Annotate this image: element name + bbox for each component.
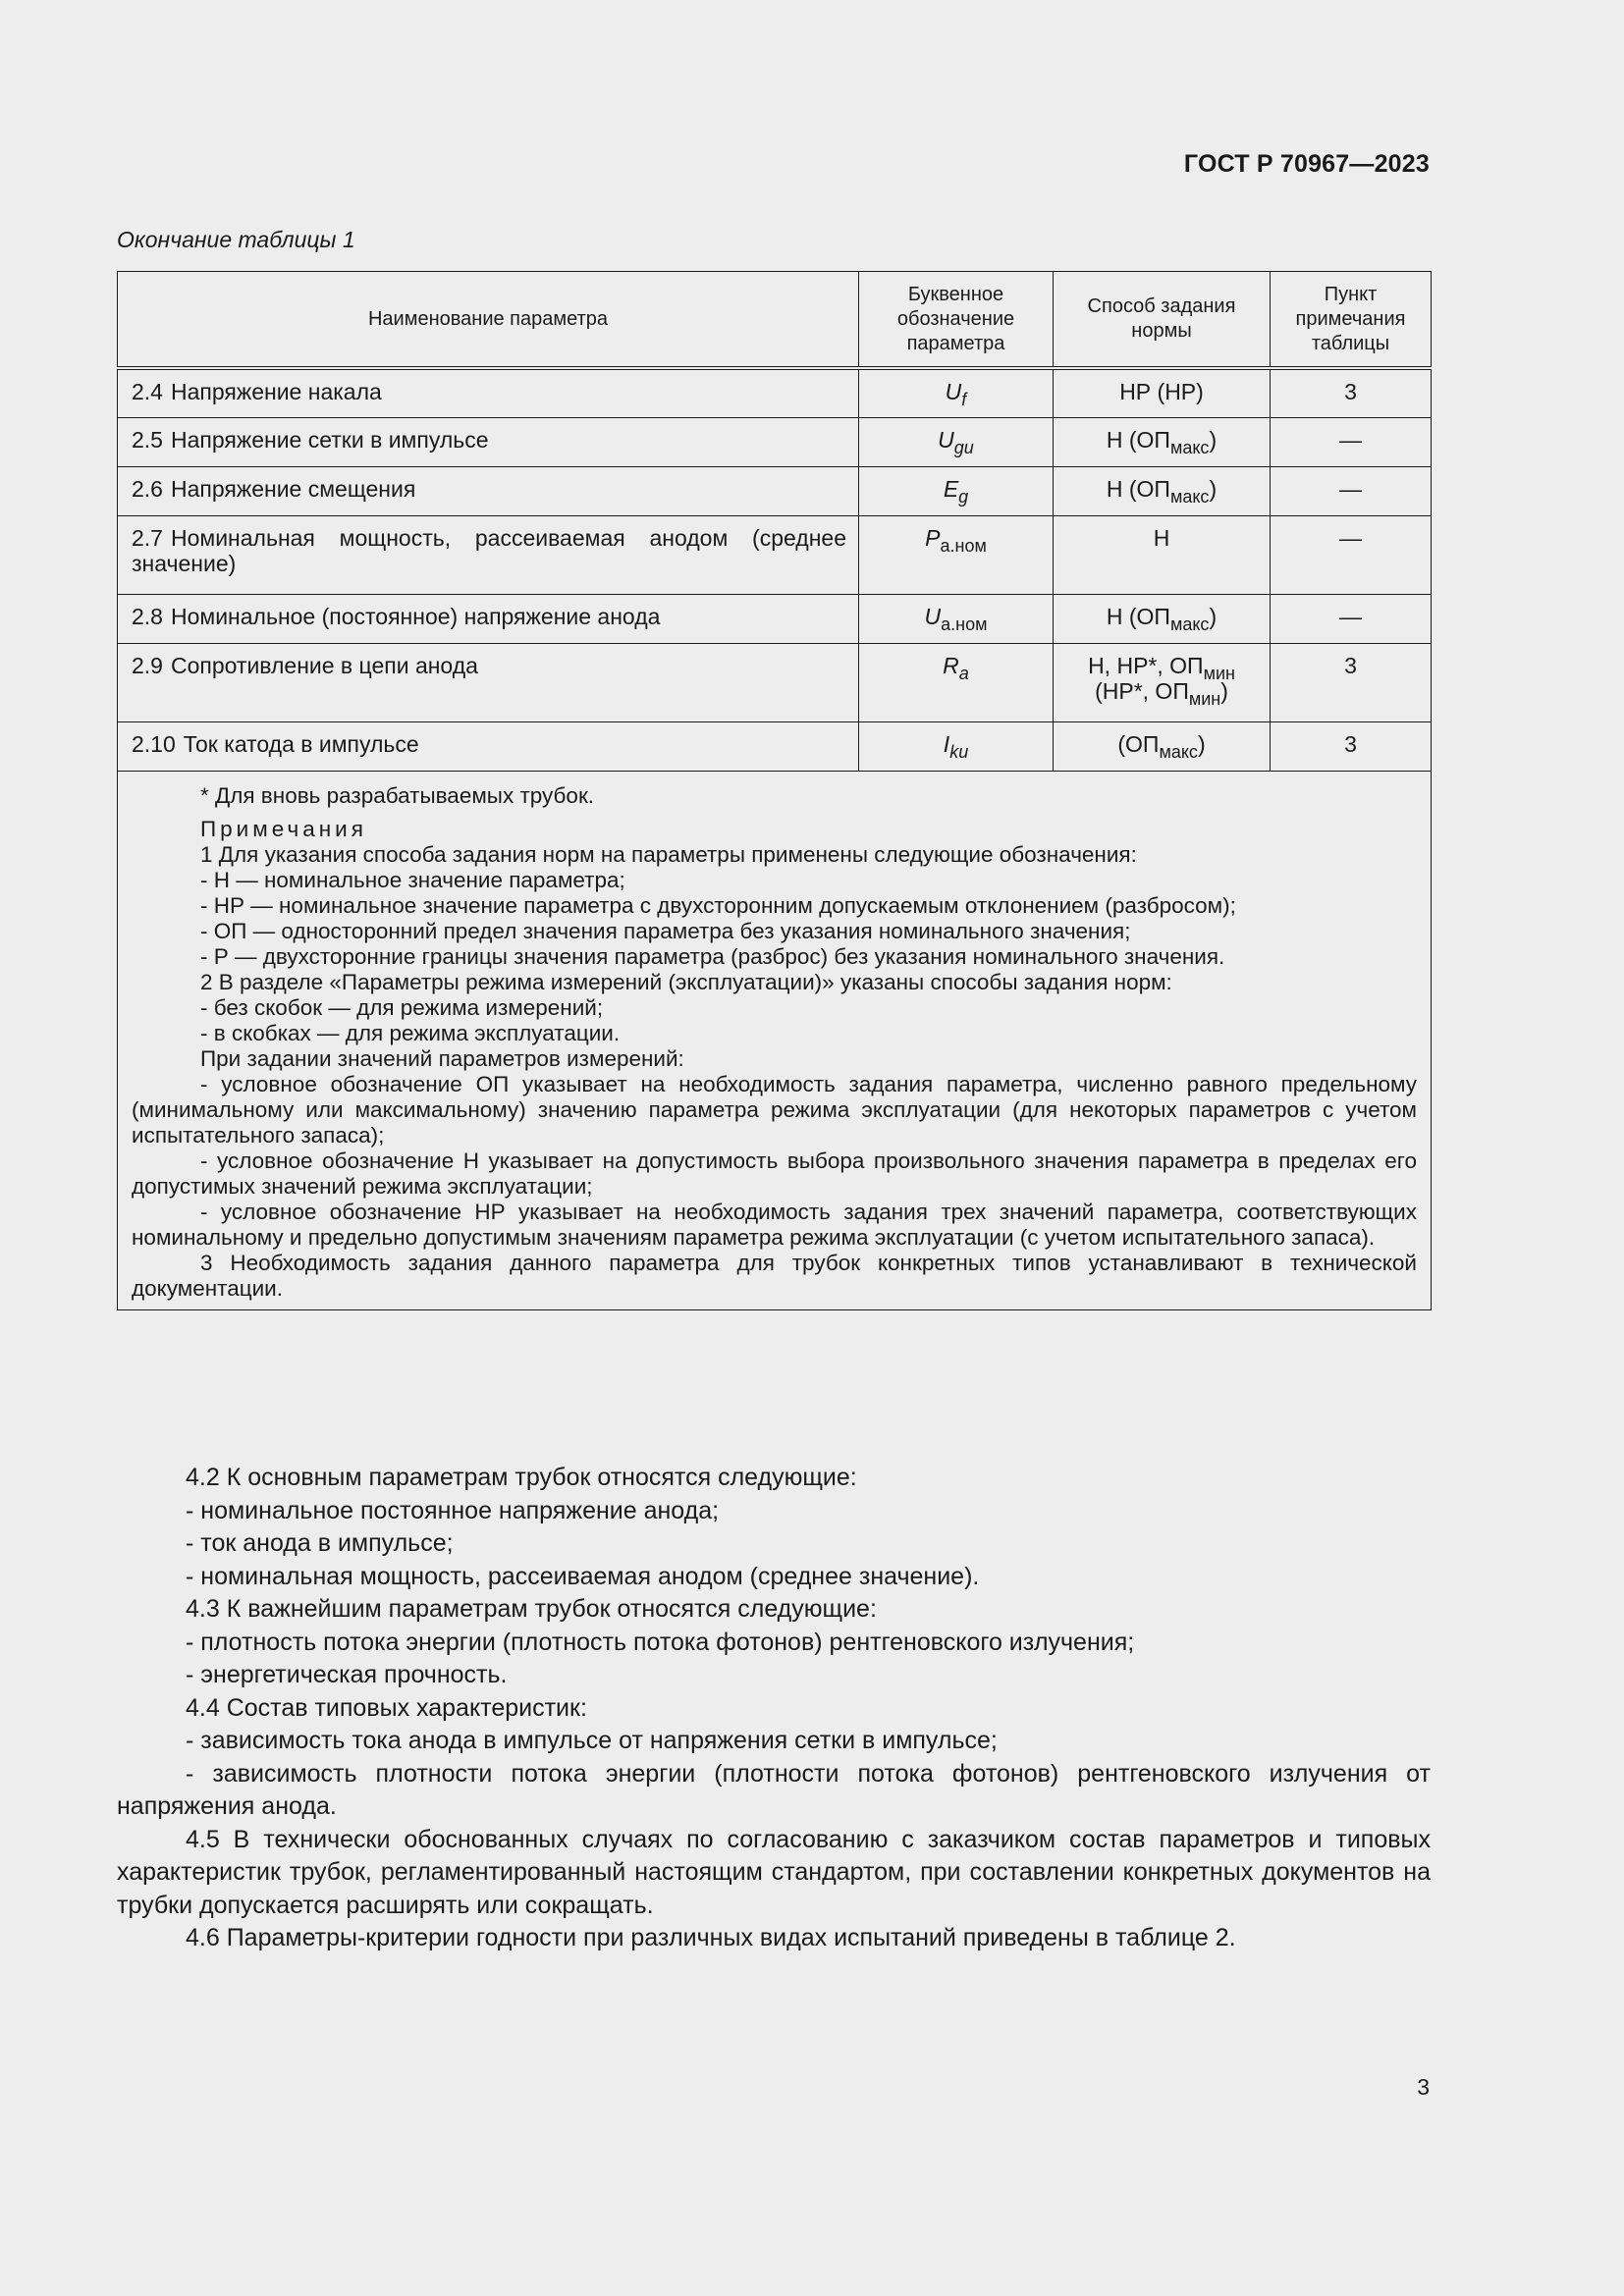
parameter-symbol-cell — [859, 368, 1054, 417]
note-point-cell: 3 — [1271, 368, 1432, 417]
note-point-cell: — — [1271, 466, 1432, 515]
parameter-name-cell — [118, 466, 859, 515]
parameter-symbol: U — [924, 603, 942, 629]
table-row — [118, 466, 1432, 515]
note-line: - Р — двухсторонние границы значения параметра (разброс) без указания номинального значения. — [200, 943, 1225, 969]
parameter-name: Номинальная мощность, рассеиваемая анодом (среднее значение) — [132, 524, 846, 576]
norm-text-end: ) — [1209, 603, 1218, 629]
note-point-cell: — — [1271, 515, 1432, 594]
parameter-symbol-subscript: а.ном — [940, 535, 987, 556]
parameter-symbol: E — [943, 475, 959, 502]
notes-title: Примечания — [200, 816, 367, 841]
norm-text: (НР*, ОП — [1095, 677, 1189, 704]
table-notes — [118, 771, 1432, 1309]
norm-subscript: мин — [1203, 663, 1235, 683]
norm-cell — [1054, 721, 1271, 771]
parameter-symbol: P — [925, 524, 941, 551]
parameter-name: Напряжение сетки в импульсе — [170, 426, 489, 453]
table-row — [118, 594, 1432, 643]
norm-subscript: мин — [1188, 688, 1221, 709]
parameter-number: 2.4 — [132, 379, 163, 404]
column-header-name: Наименование параметра — [118, 272, 859, 369]
table-row — [118, 515, 1432, 594]
parameter-symbol-cell — [859, 643, 1054, 721]
list-item: - зависимость плотности потока энергии (плотности потока фотонов) рентгеновского излучения от напряжения анода. — [117, 1759, 1431, 1820]
norm-subscript: макс — [1159, 741, 1198, 762]
note-point-cell: 3 — [1271, 721, 1432, 771]
parameter-symbol-subscript: f — [961, 390, 967, 409]
parameter-name: Напряжение накала — [170, 379, 382, 404]
list-item: - энергетическая прочность. — [186, 1661, 508, 1688]
table-row — [118, 721, 1432, 771]
list-item: - ток анода в импульсе; — [186, 1529, 454, 1557]
parameters-table — [117, 271, 1432, 1310]
norm-text: Н (ОП — [1106, 475, 1170, 502]
column-header-note-point: Пункт примечания таблицы — [1271, 272, 1432, 369]
list-item: - номинальное постоянное напряжение анода; — [186, 1496, 720, 1524]
note-line: 1 Для указания способа задания норм на параметры применены следующие обозначения: — [200, 841, 1137, 867]
note-line: При задании значений параметров измерений: — [200, 1045, 684, 1071]
standard-code: ГОСТ Р 70967—2023 — [1183, 150, 1430, 178]
note-point-cell: 3 — [1271, 643, 1432, 721]
parameter-symbol-cell — [859, 515, 1054, 594]
norm-text: (ОП — [1117, 730, 1160, 757]
norm-cell — [1054, 594, 1271, 643]
norm-text: Н (ОП — [1106, 603, 1170, 629]
clause-4-3: 4.3 К важнейшим параметрам трубок относятся следующие: — [186, 1595, 877, 1623]
note-line: - Н — номинальное значение параметра; — [200, 867, 625, 892]
parameter-name-cell — [118, 721, 859, 771]
clause-4-2: 4.2 К основным параметрам трубок относятся следующие: — [186, 1464, 857, 1491]
norm-line-1 — [1057, 652, 1266, 683]
table-notes-row — [118, 771, 1432, 1309]
norm-subscript: макс — [1169, 614, 1210, 634]
body-text — [117, 1462, 1431, 1955]
note-line: - в скобках — для режима эксплуатации. — [200, 1020, 621, 1045]
clause-4-4: 4.4 Состав типовых характеристик: — [186, 1693, 587, 1722]
parameter-symbol-subscript: а.ном — [941, 614, 988, 634]
parameter-symbol: U — [945, 379, 962, 404]
parameter-number: 2.10 — [132, 730, 176, 757]
parameter-symbol-cell — [859, 721, 1054, 771]
table-caption: Окончание таблицы 1 — [117, 227, 355, 252]
note-paragraph: - условное обозначение НР указывает на необходимость задания трех значений параметра, соответствующих номинальному и предельно допустимым значениям параметра режима эксплуатации (с учетом испытательного запаса). — [132, 1199, 1417, 1250]
parameter-name: Напряжение смещения — [170, 475, 416, 502]
note-paragraph: - условное обозначение Н указывает на допустимость выбора произвольного значения параметра в пределах его допустимых значений режима эксплуатации; — [132, 1148, 1417, 1199]
parameter-name-cell — [118, 417, 859, 466]
parameter-name-cell — [118, 368, 859, 417]
parameter-symbol-cell — [859, 417, 1054, 466]
table-row — [118, 643, 1432, 721]
norm-text-end: ) — [1220, 677, 1228, 704]
parameter-symbol-cell — [859, 594, 1054, 643]
note-line: 2 В разделе «Параметры режима измерений (эксплуатации)» указаны способы задания норм: — [200, 969, 1172, 994]
list-item: - зависимость тока анода в импульсе от напряжения сетки в импульсе; — [186, 1727, 998, 1754]
parameter-symbol-subscript: kи — [949, 741, 969, 762]
norm-subscript: макс — [1169, 486, 1210, 507]
table-row — [118, 417, 1432, 466]
clause-4-6: 4.6 Параметры-критерии годности при различных видах испытаний приведены в таблице 2. — [186, 1924, 1236, 1951]
parameter-symbol: I — [943, 730, 950, 757]
parameter-name: Номинальное (постоянное) напряжение анода — [170, 603, 661, 629]
list-item: - номинальная мощность, рассеиваемая анодом (среднее значение). — [186, 1562, 980, 1590]
norm-cell — [1054, 417, 1271, 466]
norm-text-end: ) — [1209, 426, 1218, 453]
note-paragraph: - условное обозначение ОП указывает на необходимость задания параметра, численно равного предельному (минимальному или максимальному) значению параметра режима эксплуатации (для некоторых параметров с учетом испытательного запаса); — [132, 1071, 1417, 1148]
norm-cell: НР (НР) — [1054, 368, 1271, 417]
note-line: - НР — номинальное значение параметра с двухсторонним допускаемым отклонением (разбросом); — [200, 892, 1236, 918]
parameter-symbol-cell — [859, 466, 1054, 515]
parameter-name: Сопротивление в цепи анода — [170, 652, 478, 678]
parameter-name-cell — [118, 643, 859, 721]
norm-cell: Н — [1054, 515, 1271, 594]
norm-subscript: макс — [1169, 437, 1210, 457]
note-point-cell: — — [1271, 594, 1432, 643]
note-paragraph: 3 Необходимость задания данного параметра для трубок конкретных типов устанавливают в технической документации. — [132, 1250, 1417, 1301]
parameter-number: 2.7 — [132, 524, 163, 551]
parameter-symbol: R — [943, 652, 959, 678]
column-header-symbol: Буквенное обозначение параметра — [859, 272, 1054, 369]
norm-text-end: ) — [1209, 475, 1218, 502]
parameter-name-cell — [118, 515, 859, 594]
parameter-number: 2.9 — [132, 652, 163, 678]
table-row — [118, 368, 1432, 417]
norm-text: Н (ОП — [1106, 426, 1170, 453]
parameter-number: 2.6 — [132, 475, 163, 502]
norm-text-end: ) — [1197, 730, 1206, 757]
norm-cell — [1054, 643, 1271, 721]
parameter-number: 2.8 — [132, 603, 163, 629]
parameter-name-cell — [118, 594, 859, 643]
note-line: - ОП — односторонний предел значения параметра без указания номинального значения; — [200, 918, 1131, 943]
clause-4-5: 4.5 В технически обоснованных случаях по согласованию с заказчиком состав параметров и типовых характеристик трубок, регламентированный настоящим стандартом, при составлении конкретных документов на трубки допускается расширять или сокращать. — [117, 1825, 1431, 1919]
parameter-name: Ток катода в импульсе — [183, 730, 419, 757]
table-footnote: * Для вновь разрабатываемых трубок. — [200, 782, 595, 808]
parameter-symbol-subscript: gи — [953, 437, 974, 457]
parameter-symbol-subscript: a — [958, 663, 969, 683]
list-item: - плотность потока энергии (плотность потока фотонов) рентгеновского излучения; — [186, 1628, 1135, 1656]
note-point-cell: — — [1271, 417, 1432, 466]
norm-text: Н, НР*, ОП — [1088, 652, 1204, 678]
parameter-number: 2.5 — [132, 426, 163, 453]
parameter-symbol-subscript: g — [958, 486, 969, 507]
note-line: - без скобок — для режима измерений; — [200, 994, 604, 1020]
norm-cell — [1054, 466, 1271, 515]
parameter-symbol: U — [938, 426, 954, 453]
page-number: 3 — [1417, 2074, 1430, 2100]
column-header-norm: Способ задания нормы — [1054, 272, 1271, 369]
